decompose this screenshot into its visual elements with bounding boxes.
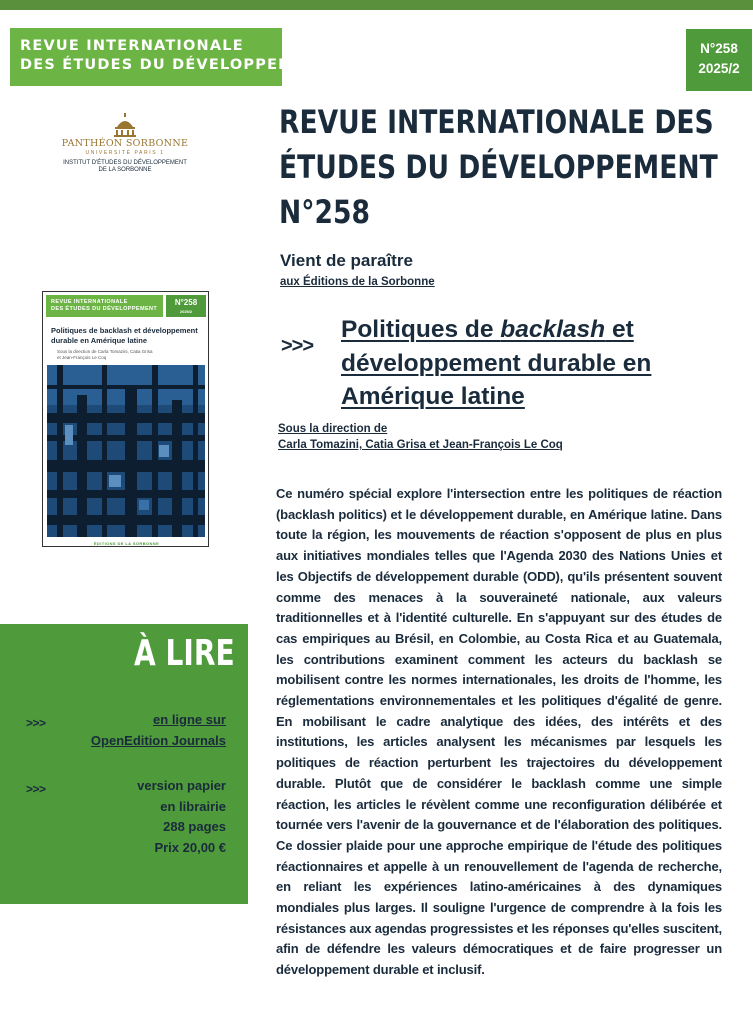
article-title[interactable] bbox=[341, 313, 741, 414]
book-cover bbox=[42, 291, 209, 547]
print-pages: 288 pages bbox=[163, 819, 226, 834]
print-price: Prix 20,00 € bbox=[154, 839, 226, 855]
print-chevrons-icon: >>> bbox=[26, 782, 46, 796]
cover-banner bbox=[46, 295, 163, 317]
cover-banner-line-2: DES ÉTUDES DU DÉVELOPPEMENT bbox=[51, 306, 158, 312]
print-line-1: version papier bbox=[137, 778, 226, 793]
read-panel-title: À LIRE bbox=[134, 633, 235, 674]
banner-line-1: REVUE INTERNATIONALE bbox=[20, 38, 244, 54]
cover-footer: ÉDITIONS DE LA SORBONNE bbox=[93, 541, 160, 546]
pantheon-sorbonne-logo bbox=[60, 113, 190, 174]
article-title-part-a: Politiques de bbox=[341, 316, 501, 343]
title-line-1: REVUE INTERNATIONALE DES bbox=[279, 103, 714, 141]
article-title-emphasis: backlash bbox=[500, 316, 606, 343]
issue-year: 2025/2 bbox=[698, 61, 740, 76]
title-line-3: N°258 bbox=[279, 193, 370, 231]
read-panel bbox=[0, 624, 248, 904]
logo-institute-line-2: DE LA SORBONNE bbox=[98, 167, 152, 173]
title-chevrons-icon: >>> bbox=[281, 335, 314, 357]
issue-badge bbox=[686, 29, 752, 91]
logo-institute-line-1: INSTITUT D'ÉTUDES DU DÉVELOPPEMENT bbox=[63, 160, 187, 166]
journal-banner bbox=[10, 28, 330, 86]
dome-icon bbox=[112, 113, 138, 137]
logo-institute bbox=[60, 160, 190, 174]
article-title-line-1 bbox=[341, 313, 741, 347]
cover-issue-number: N°258 bbox=[174, 298, 198, 307]
issue-number: N°258 bbox=[700, 41, 738, 56]
editors-names: Carla Tomazini, Catia Grisa et Jean-François Le Coq bbox=[278, 439, 563, 451]
title-line-2: ÉTUDES DU DÉVELOPPEMENT bbox=[279, 148, 718, 186]
top-accent-bar bbox=[0, 0, 753, 10]
print-option bbox=[137, 776, 226, 858]
article-title-part-b: et bbox=[605, 316, 634, 343]
cover-subtitle-line-2: et Jean-François Le Coq bbox=[57, 355, 107, 360]
cover-issue-year: 2025/2 bbox=[179, 309, 193, 314]
logo-name: PANTHÉON SORBONNE bbox=[61, 138, 189, 149]
page-title bbox=[279, 100, 718, 235]
cover-issue bbox=[166, 295, 206, 317]
article-title-line-2: développement durable en bbox=[341, 349, 652, 377]
online-chevrons-icon: >>> bbox=[26, 716, 46, 730]
announcement: Vient de paraître bbox=[280, 251, 413, 270]
logo-university: UNIVERSITÉ PARIS 1 bbox=[85, 150, 165, 156]
banner-line-2: DES ÉTUDES DU DÉVELOPPEMENT bbox=[20, 57, 330, 73]
cover-title bbox=[51, 326, 206, 346]
article-title-line-3: Amérique latine bbox=[341, 383, 525, 410]
editors-label: Sous la direction de bbox=[278, 423, 388, 435]
editors bbox=[278, 421, 563, 453]
cover-banner-line-1: REVUE INTERNATIONALE bbox=[51, 299, 128, 305]
online-option[interactable] bbox=[91, 710, 226, 751]
cover-title-line-2: durable en Amérique latine bbox=[51, 336, 147, 345]
online-line-2[interactable]: OpenEdition Journals bbox=[90, 732, 226, 748]
print-line-2: en librairie bbox=[160, 798, 226, 814]
online-line-1[interactable]: en ligne sur bbox=[153, 712, 226, 727]
cover-subtitle bbox=[57, 349, 202, 361]
abstract-text: Ce numéro spécial explore l'intersection entre les politiques de réaction (backlash politics) et le développement durable, en Amérique latine. Dans toute la région, les mouvements de réaction s'opposent de plus en plus aux initiatives mondiales telles que l'Agenda 2030 des Nations Unies et les Objectifs de développement durable (ODD), qu'ils présentent souvent comme des menaces à la souveraineté nationale, aux valeurs traditionnelles et à l'identité culturelle. En s'appuyant sur des études de cas empiriques au Brésil, en Colombie, au Costa Rica et au Guatemala, les contributions examinent comment les acteurs du backlash se mobilisent contre les normes internationales, les droits de l'homme, les réglementations environnementales et les politiques d'égalité de genre. En mobilisant le cadre analytique des idées, des intérêts et des institutions, les articles analysent les mécanismes par lesquels les politiques de réaction perturbent les trajectoires du développement durable. Plutôt que de considérer le backlash comme une simple réaction, les articles le révèlent comme une reconfiguration délibérée et tournée vers l'avenir de la gouvernance et de l'élaboration des politiques. Ce dossier plaide pour une approche empirique de l'étude des politiques réactionnaires et appelle à un renouvellement de l'agenda de recherche, en reliant les expériences latino-américaines à des dynamiques mondiales plus larges. Il souligne l'urgence de comprendre à la fois les résistances aux agendas progressistes et les réponses qu'elles suscitent, afin de défendre les valeurs démocratiques et de faire progresser un développement durable et inclusif. bbox=[276, 486, 722, 978]
cover-subtitle-line-1: Sous la direction de Carla Tomazini, Catia Grisa bbox=[57, 349, 153, 354]
cover-title-line-1: Politiques de backlash et développement bbox=[51, 326, 198, 335]
cover-photo bbox=[47, 365, 205, 537]
publisher-link[interactable]: aux Éditions de la Sorbonne bbox=[280, 276, 435, 288]
